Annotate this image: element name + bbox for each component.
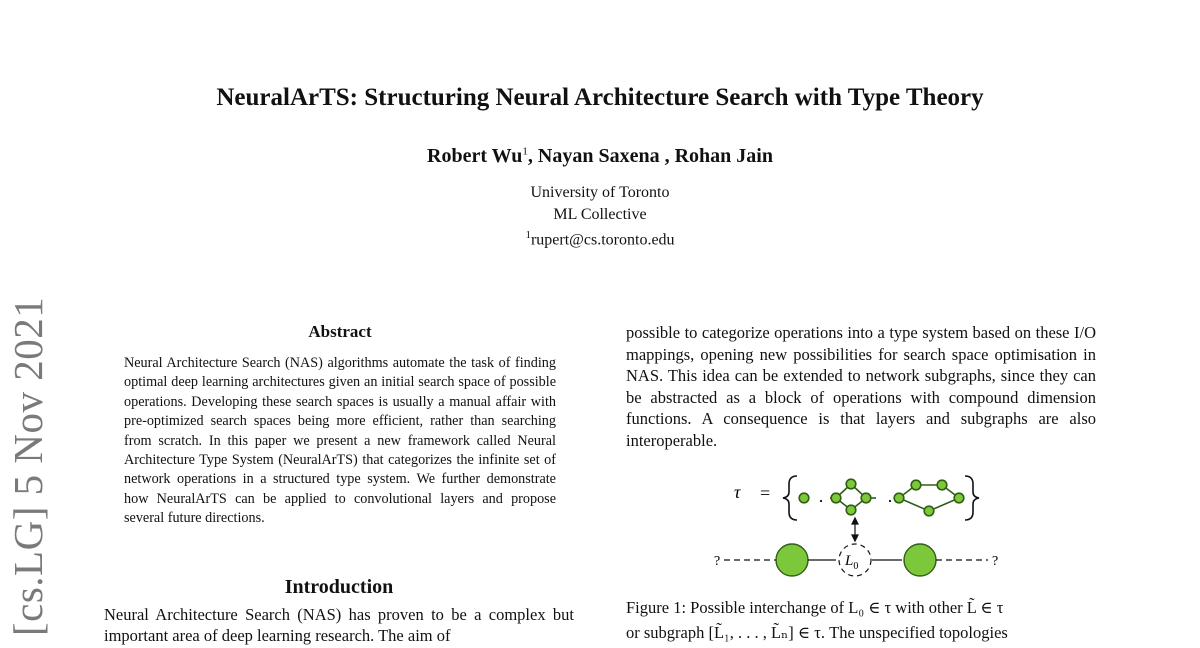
equals-sign: = — [760, 483, 771, 503]
author-affil-marker: 1 — [522, 145, 528, 158]
separator-dot — [889, 500, 891, 502]
right-column-text: possible to categorize operations into a type system based on these I/O mappings, opening new possibilities for search space optimisation in NAS. This idea can be extended to network subgraphs, since they can be abstracted as a block of operations with compound dimension functions. A consequence is that layers and subgraphs are also interoperable. — [626, 323, 1096, 450]
introduction-text: Neural Architecture Search (NAS) has proven to be a complex but important area of deep learning research. The aim of — [104, 605, 574, 645]
abstract-text: Neural Architecture Search (NAS) algorithms automate the task of finding optimal deep learning architectures given an initial search space of possible operations. Developing these search spaces is usually a manual affair with pre-optimized search spaces being more efficient, rather than searching from scratch. In this paper we present a new framework called Neural Architecture Type System (NeuralArTS) that categorizes the infinite set of network operations in a structured type system. We further demonstrate how NeuralArTS can be applied to convolutional layers and propose several future directions. — [124, 355, 556, 527]
author-email: rupert@cs.toronto.edu — [530, 231, 675, 249]
email-affil-marker: 1 — [525, 229, 531, 241]
right-question-mark: ? — [992, 554, 999, 569]
figure-1-caption — [626, 595, 1096, 645]
single-node — [799, 493, 809, 503]
right-layer-node — [904, 544, 936, 576]
right-brace — [965, 476, 979, 520]
caption-line-1: Figure 1: Possible interchange of L₀ ∈ τ with other L̃ ∈ τ — [626, 598, 1004, 617]
arxiv-stamp: [cs.LG] 5 Nov 2021 — [5, 296, 51, 636]
left-brace — [783, 476, 797, 520]
author-list — [0, 145, 1200, 168]
author-others: , Nayan Saxena , Rohan Jain — [527, 145, 773, 167]
interchange-arrow — [852, 518, 858, 541]
figure-1-diagram — [700, 462, 1030, 582]
separator-dot — [820, 500, 822, 502]
abstract-heading: Abstract — [308, 322, 372, 341]
l0-label: $L_0$ — [845, 553, 859, 572]
diamond-subgraph — [830, 479, 876, 515]
affiliation-university: University of Toronto — [530, 184, 670, 201]
introduction-heading: Introduction — [284, 576, 394, 598]
affiliation-email-line — [0, 225, 1200, 251]
left-layer-node — [776, 544, 808, 576]
tau-symbol: τ — [734, 482, 741, 502]
caption-line-2: or subgraph [L̃₁, . . . , L̃ₙ] ∈ τ. The unspecified topologies — [626, 623, 1008, 642]
affiliation-collective: ML Collective — [553, 205, 647, 223]
paper-title: NeuralArTS: Structuring Neural Architecture Search with Type Theory — [216, 84, 984, 111]
affiliation-block — [0, 182, 1200, 251]
author-first: Robert Wu — [427, 145, 523, 167]
hexagon-subgraph — [894, 480, 964, 516]
left-question-mark: ? — [714, 554, 721, 569]
